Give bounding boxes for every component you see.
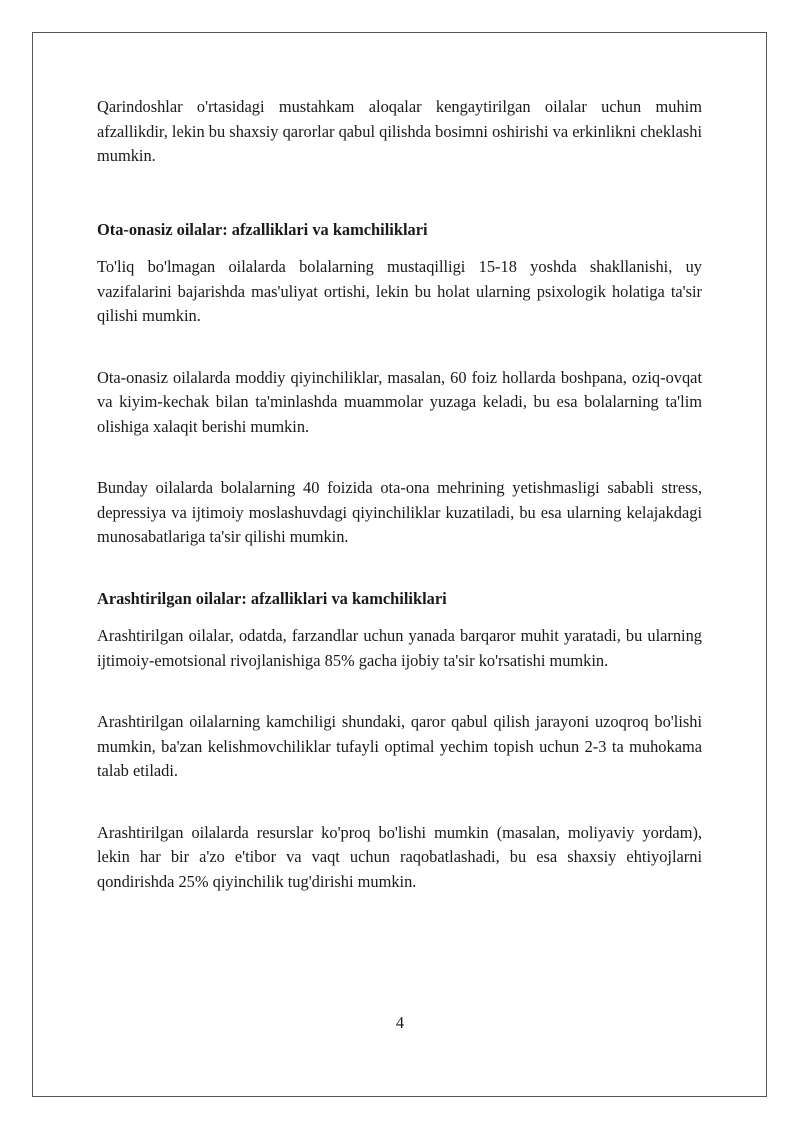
paragraph-stable-environment: Arashtirilgan oilalar, odatda, farzandlar uchun yanada barqaror muhit yaratadi, bu ularning ijtimoiy-emotsional rivojlanishiga 85% gacha ijobiy ta'sir ko'rsatishi mumkin. <box>97 626 702 670</box>
paragraph-extended-family-ties: Qarindoshlar o'rtasidagi mustahkam aloqalar kengaytirilgan oilalar uchun muhim afzallikdir, lekin bu shaxsiy qarorlar qabul qilishda bosimni oshirishi va erkinlikni cheklashi mumkin. <box>97 97 702 165</box>
paragraph-decision-making: Arashtirilgan oilalarning kamchiligi shundaki, qaror qabul qilish jarayoni uzoqroq bo'lishi mumkin, ba'zan kelishmovchiliklar tufayli optimal yechim topish uchun 2-3 ta muhokama talab etiladi. <box>97 712 702 780</box>
document-body <box>97 95 702 894</box>
paragraph-material-difficulties: Ota-onasiz oilalarda moddiy qiyinchiliklar, masalan, 60 foiz hollarda boshpana, oziq-ovqat va kiyim-kechak bilan ta'minlashda muammolar yuzaga keladi, bu esa bolalarning ta'lim olishiga xalaqit berishi mumkin. <box>97 367 702 436</box>
page-number: 4 <box>395 1013 405 1032</box>
heading-blended-families: Arashtirilgan oilalar: afzalliklari va kamchiliklari <box>97 588 447 608</box>
paragraph-resources-competition: Arashtirilgan oilalarda resurslar ko'proq bo'lishi mumkin (masalan, moliyaviy yordam), lekin har bir a'zo e'tibor va vaqt uchun raqobatlashadi, bu esa shaxsiy ehtiyojlarni qondirishda 25% qiyinchilik tug'dirishi mumkin. <box>97 822 702 891</box>
heading-single-parent-families: Ota-onasiz oilalar: afzalliklari va kamchiliklari <box>97 219 428 239</box>
paragraph-lack-of-affection: Bunday oilalarda bolalarning 40 foizida ota-ona mehrining yetishmasligi sababli stress, depressiya va ijtimoiy moslashuvdagi qiyinchiliklar kuzatiladi, bu esa ularning kelajakdagi munosabatlariga ta'sir qilishi mumkin. <box>97 478 702 546</box>
paragraph-child-independence: To'liq bo'lmagan oilalarda bolalarning mustaqilligi 15-18 yoshda shakllanishi, uy vazifalarini bajarishda mas'uliyat ortishi, lekin bu holat ularning psixologik holatiga ta'sir qilishi mumkin. <box>97 257 702 325</box>
